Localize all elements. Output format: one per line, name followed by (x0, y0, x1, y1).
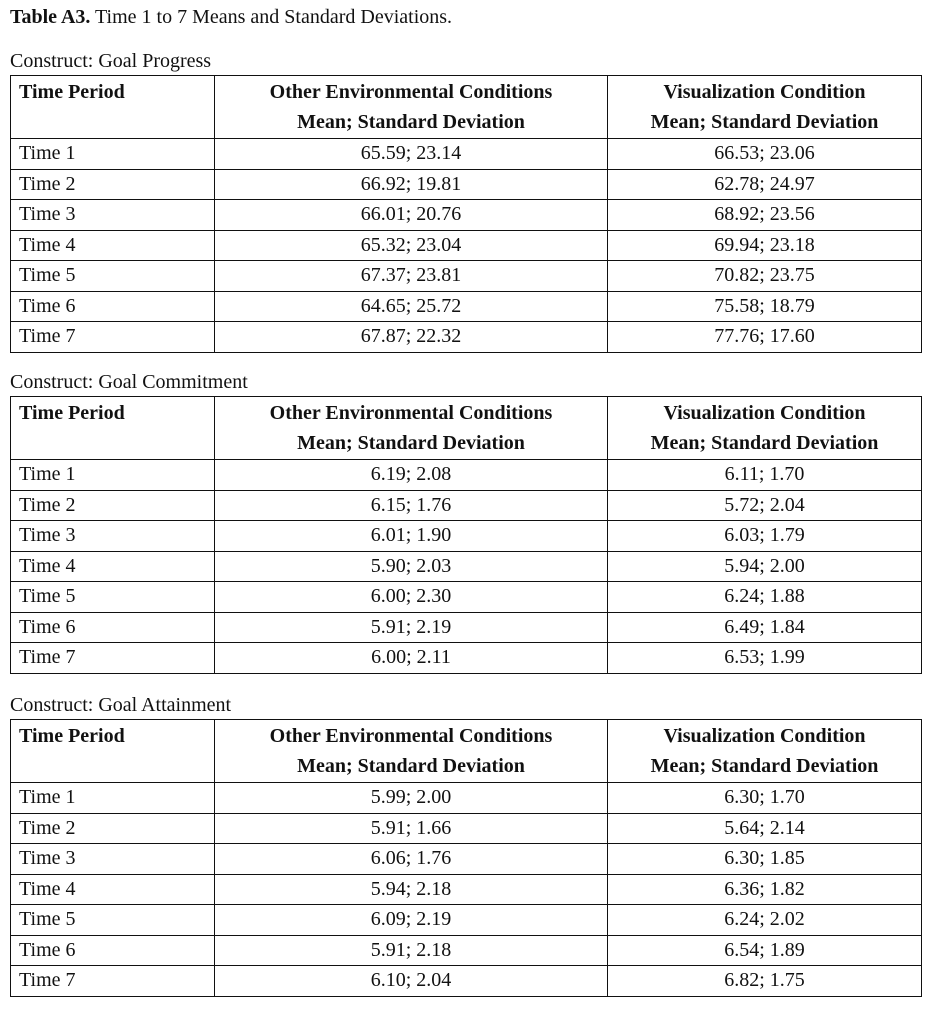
visualization-cell: 75.58; 18.79 (608, 291, 922, 322)
time-cell: Time 3 (11, 200, 215, 231)
header-other-line1: Other Environmental Conditions (269, 81, 553, 103)
table-row (11, 582, 922, 613)
header-other-line2: Mean; Standard Deviation (297, 111, 525, 133)
visualization-cell: 6.54; 1.89 (608, 935, 922, 966)
other-conditions-cell: 6.15; 1.76 (215, 490, 608, 521)
time-cell: Time 2 (11, 490, 215, 521)
header-other-conditions (215, 720, 608, 783)
other-conditions-cell: 67.37; 23.81 (215, 261, 608, 292)
table-row (11, 935, 922, 966)
visualization-cell: 6.24; 2.02 (608, 905, 922, 936)
time-cell: Time 4 (11, 874, 215, 905)
table-row (11, 905, 922, 936)
time-cell: Time 6 (11, 291, 215, 322)
table-row (11, 261, 922, 292)
time-cell: Time 4 (11, 230, 215, 261)
construct-caption: Construct: Goal Commitment (10, 371, 248, 393)
header-row (11, 397, 922, 460)
table-row (11, 844, 922, 875)
header-vis-line2: Mean; Standard Deviation (650, 755, 879, 777)
other-conditions-cell: 6.10; 2.04 (215, 966, 608, 997)
other-conditions-cell: 66.01; 20.76 (215, 200, 608, 231)
table-row (11, 139, 922, 170)
header-row (11, 76, 922, 139)
header-other-conditions (215, 397, 608, 460)
time-cell: Time 1 (11, 460, 215, 491)
visualization-cell: 66.53; 23.06 (608, 139, 922, 170)
table-label: Table A3. (10, 6, 91, 28)
other-conditions-cell: 65.32; 23.04 (215, 230, 608, 261)
visualization-cell: 6.30; 1.85 (608, 844, 922, 875)
table-row (11, 813, 922, 844)
table-row (11, 490, 922, 521)
table-row (11, 874, 922, 905)
other-conditions-cell: 67.87; 22.32 (215, 322, 608, 353)
visualization-cell: 5.64; 2.14 (608, 813, 922, 844)
table-row (11, 200, 922, 231)
visualization-cell: 6.30; 1.70 (608, 783, 922, 814)
visualization-cell: 5.72; 2.04 (608, 490, 922, 521)
time-cell: Time 6 (11, 612, 215, 643)
time-cell: Time 1 (11, 139, 215, 170)
other-conditions-cell: 6.00; 2.30 (215, 582, 608, 613)
time-cell: Time 1 (11, 783, 215, 814)
construct-caption: Construct: Goal Progress (10, 50, 212, 72)
visualization-cell: 77.76; 17.60 (608, 322, 922, 353)
time-cell: Time 7 (11, 966, 215, 997)
means-table (10, 719, 922, 997)
table-row (11, 551, 922, 582)
header-vis-line1: Visualization Condition (663, 81, 866, 103)
table-row (11, 521, 922, 552)
visualization-cell: 5.94; 2.00 (608, 551, 922, 582)
visualization-cell: 6.03; 1.79 (608, 521, 922, 552)
table-row (11, 783, 922, 814)
header-other-conditions (215, 76, 608, 139)
header-other-line1: Other Environmental Conditions (269, 725, 553, 747)
time-cell: Time 2 (11, 813, 215, 844)
header-visualization-condition (608, 720, 922, 783)
other-conditions-cell: 5.91; 1.66 (215, 813, 608, 844)
header-time-period (11, 76, 215, 139)
time-cell: Time 3 (11, 844, 215, 875)
table-row (11, 322, 922, 353)
table-row (11, 966, 922, 997)
table-row (11, 291, 922, 322)
visualization-cell: 6.36; 1.82 (608, 874, 922, 905)
table-row (11, 230, 922, 261)
other-conditions-cell: 6.00; 2.11 (215, 643, 608, 674)
header-visualization-condition (608, 397, 922, 460)
means-table (10, 396, 922, 674)
header-other-line2: Mean; Standard Deviation (297, 432, 525, 454)
header-other-line1: Other Environmental Conditions (269, 402, 553, 424)
header-vis-line2: Mean; Standard Deviation (650, 432, 879, 454)
other-conditions-cell: 6.09; 2.19 (215, 905, 608, 936)
header-vis-line1: Visualization Condition (663, 725, 866, 747)
visualization-cell: 6.53; 1.99 (608, 643, 922, 674)
visualization-cell: 6.82; 1.75 (608, 966, 922, 997)
header-time-period-label: Time Period (19, 81, 125, 103)
time-cell: Time 3 (11, 521, 215, 552)
time-cell: Time 7 (11, 322, 215, 353)
header-time-period-label: Time Period (19, 402, 125, 424)
header-vis-line2: Mean; Standard Deviation (650, 111, 879, 133)
other-conditions-cell: 6.06; 1.76 (215, 844, 608, 875)
visualization-cell: 70.82; 23.75 (608, 261, 922, 292)
visualization-cell: 68.92; 23.56 (608, 200, 922, 231)
other-conditions-cell: 5.91; 2.19 (215, 612, 608, 643)
time-cell: Time 2 (11, 169, 215, 200)
other-conditions-cell: 66.92; 19.81 (215, 169, 608, 200)
visualization-cell: 6.49; 1.84 (608, 612, 922, 643)
header-vis-line1: Visualization Condition (663, 402, 866, 424)
time-cell: Time 6 (11, 935, 215, 966)
other-conditions-cell: 64.65; 25.72 (215, 291, 608, 322)
header-row (11, 720, 922, 783)
other-conditions-cell: 5.91; 2.18 (215, 935, 608, 966)
table-row (11, 643, 922, 674)
time-cell: Time 5 (11, 905, 215, 936)
other-conditions-cell: 5.90; 2.03 (215, 551, 608, 582)
time-cell: Time 4 (11, 551, 215, 582)
table-title-text: Time 1 to 7 Means and Standard Deviations. (90, 6, 453, 28)
time-cell: Time 5 (11, 261, 215, 292)
visualization-cell: 62.78; 24.97 (608, 169, 922, 200)
construct-caption: Construct: Goal Attainment (10, 694, 232, 716)
table-row (11, 169, 922, 200)
visualization-cell: 6.11; 1.70 (608, 460, 922, 491)
means-table (10, 75, 922, 353)
header-time-period (11, 397, 215, 460)
other-conditions-cell: 6.19; 2.08 (215, 460, 608, 491)
time-cell: Time 7 (11, 643, 215, 674)
table-title (10, 6, 452, 29)
time-cell: Time 5 (11, 582, 215, 613)
header-time-period (11, 720, 215, 783)
other-conditions-cell: 65.59; 23.14 (215, 139, 608, 170)
header-other-line2: Mean; Standard Deviation (297, 755, 525, 777)
visualization-cell: 6.24; 1.88 (608, 582, 922, 613)
header-time-period-label: Time Period (19, 725, 125, 747)
table-row (11, 612, 922, 643)
other-conditions-cell: 5.94; 2.18 (215, 874, 608, 905)
other-conditions-cell: 5.99; 2.00 (215, 783, 608, 814)
table-row (11, 460, 922, 491)
other-conditions-cell: 6.01; 1.90 (215, 521, 608, 552)
header-visualization-condition (608, 76, 922, 139)
visualization-cell: 69.94; 23.18 (608, 230, 922, 261)
